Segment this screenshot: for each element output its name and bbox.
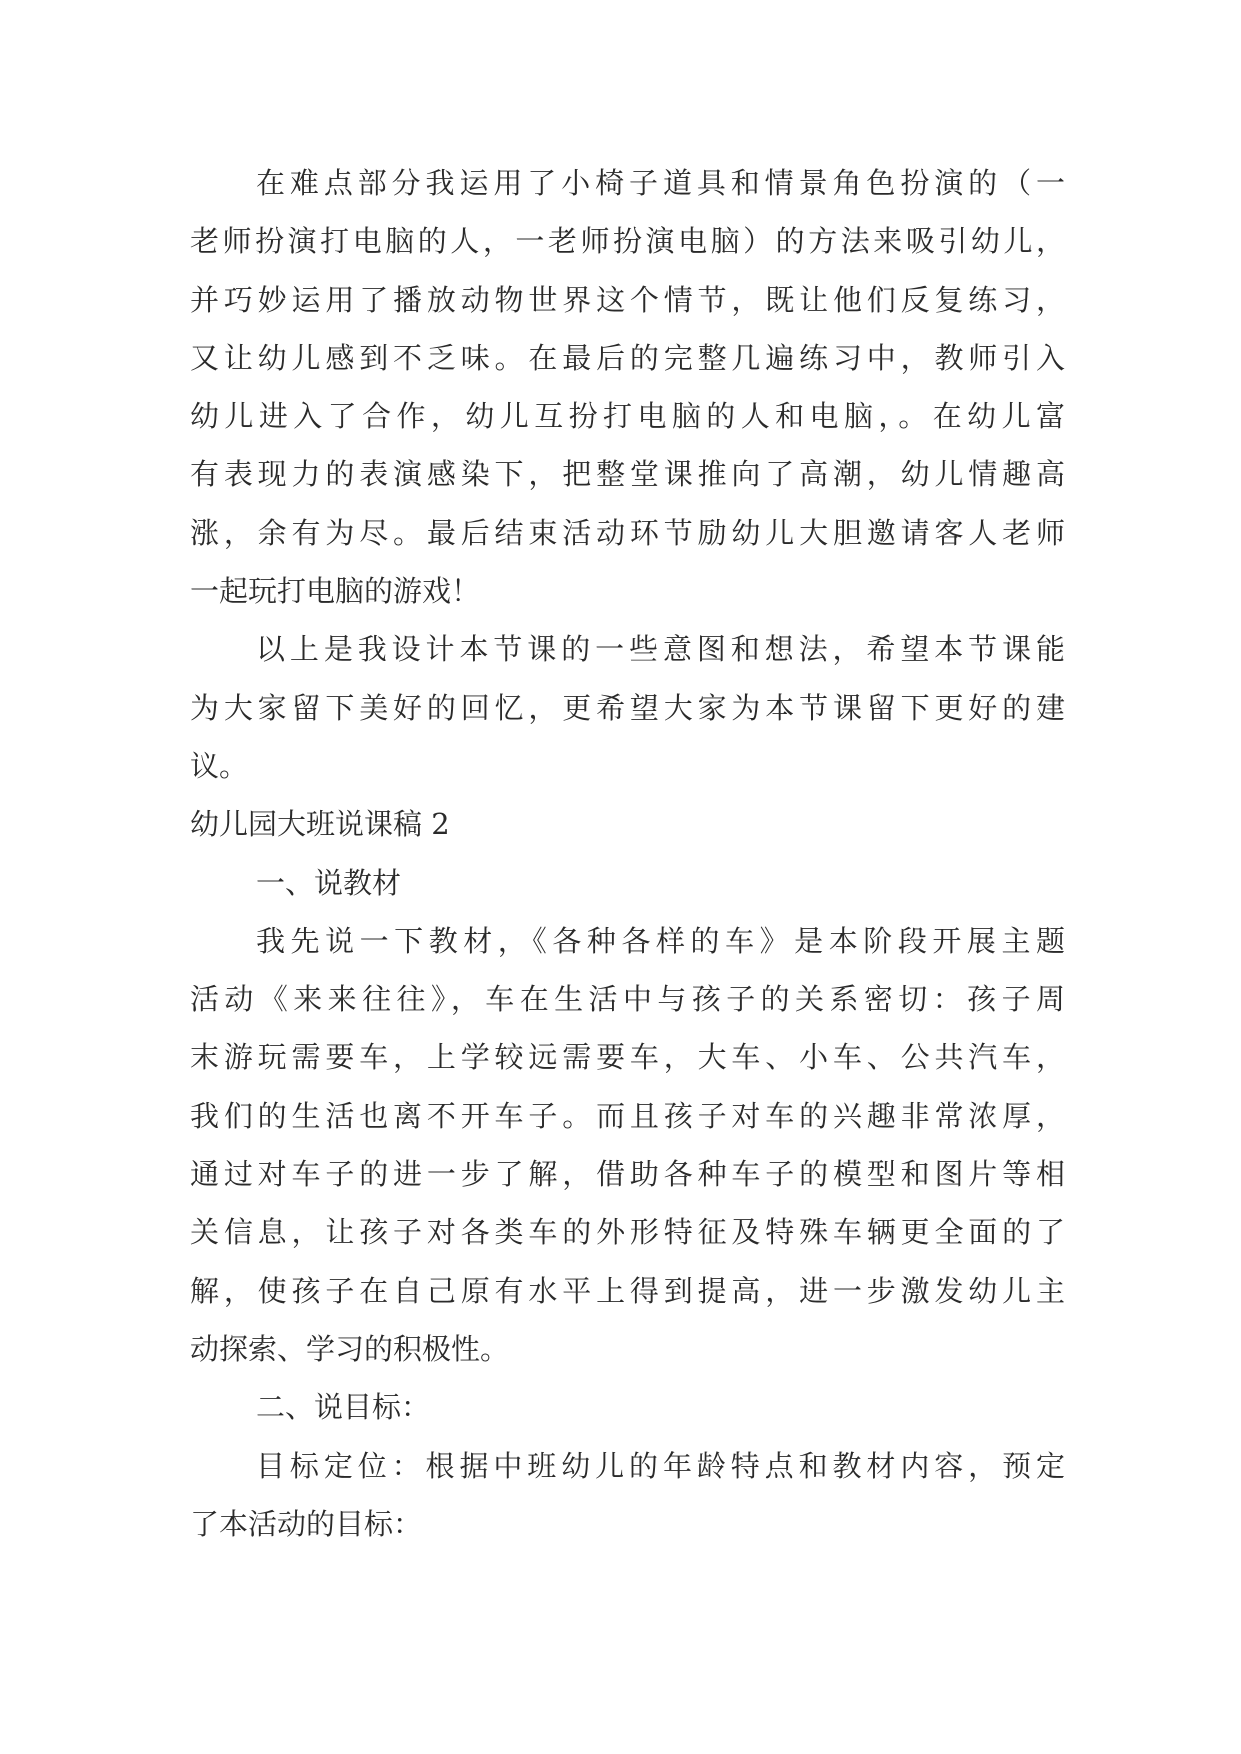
text-line: 关信息，让孩子对各类车的外形特征及特殊车辆更全面的了 bbox=[190, 1215, 1065, 1250]
text-line: 了本活动的目标： bbox=[190, 1506, 423, 1541]
text-line: 末游玩需要车，上学较远需要车，大车、小车、公共汽车， bbox=[190, 1040, 1065, 1075]
text-line: 动探索、学习的积极性。 bbox=[190, 1331, 510, 1366]
text-line: 活动《来来往往》，车在生活中与孩子的关系密切：孩子周 bbox=[190, 982, 1065, 1017]
text-line: 目标定位：根据中班幼儿的年龄特点和教材内容，预定 bbox=[256, 1448, 1065, 1483]
text-line: 幼儿园大班说课稿 2 bbox=[190, 807, 450, 842]
text-line: 一、说教材 bbox=[256, 865, 402, 900]
text-line: 涨，余有为尽。最后结束活动环节励幼儿大胆邀请客人老师 bbox=[190, 515, 1065, 550]
text-line: 二、说目标： bbox=[256, 1390, 431, 1425]
text-line: 为大家留下美好的回忆，更希望大家为本节课留下更好的建 bbox=[190, 690, 1065, 725]
text-line: 一起玩打电脑的游戏！ bbox=[190, 574, 481, 609]
document-body bbox=[190, 154, 1065, 1553]
text-line: 我们的生活也离不开车子。而且孩子对车的兴趣非常浓厚， bbox=[190, 1098, 1065, 1133]
text-line: 解，使孩子在自己原有水平上得到提高，进一步激发幼儿主 bbox=[190, 1273, 1065, 1308]
text-line: 老师扮演打电脑的人，一老师扮演电脑）的方法来吸引幼儿， bbox=[190, 224, 1065, 259]
text-line: 又让幼儿感到不乏味。在最后的完整几遍练习中，教师引入 bbox=[190, 340, 1065, 375]
text-line: 幼儿进入了合作，幼儿互扮打电脑的人和电脑，。在幼儿富 bbox=[190, 399, 1065, 434]
text-line: 我先说一下教材，《各种各样的车》是本阶段开展主题 bbox=[256, 923, 1065, 958]
text-line: 以上是我设计本节课的一些意图和想法，希望本节课能 bbox=[256, 632, 1065, 667]
text-line: 通过对车子的进一步了解，借助各种车子的模型和图片等相 bbox=[190, 1157, 1065, 1192]
text-line: 并巧妙运用了播放动物世界这个情节，既让他们反复练习， bbox=[190, 282, 1065, 317]
text-line: 有表现力的表演感染下，把整堂课推向了高潮，幼儿情趣高 bbox=[190, 457, 1065, 492]
text-line: 议。 bbox=[190, 748, 249, 783]
text-line: 在难点部分我运用了小椅子道具和情景角色扮演的（一 bbox=[256, 166, 1065, 200]
